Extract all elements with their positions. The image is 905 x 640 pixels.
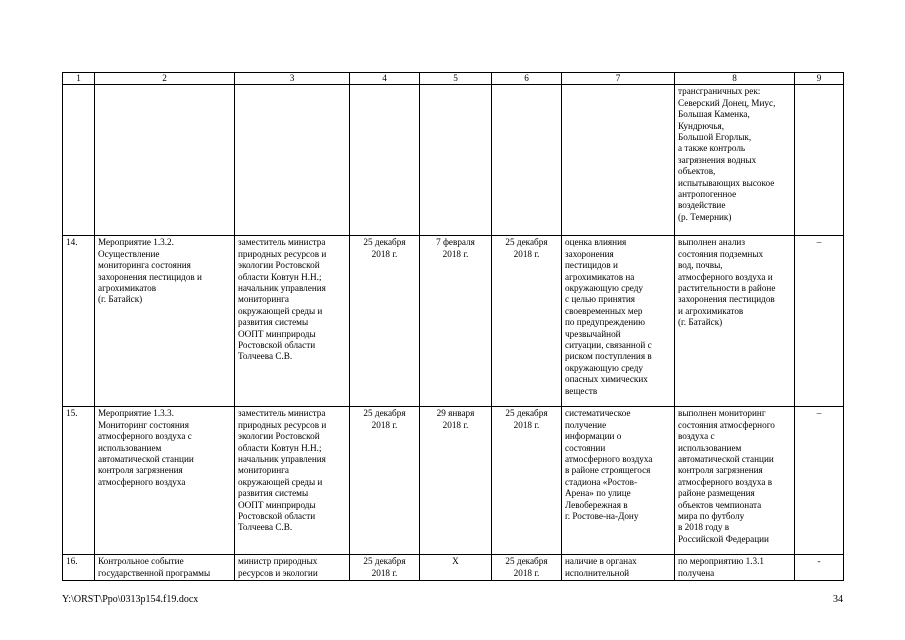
actual-start-date bbox=[420, 85, 492, 236]
column-header: 4 bbox=[350, 73, 420, 85]
table-row bbox=[63, 555, 844, 581]
page-number: 34 bbox=[833, 594, 843, 605]
actual-end-date: 25 декабря 2018 г. bbox=[492, 407, 562, 555]
activity-name: Мероприятие 1.3.2. Осуществление мониторинга состояния захоронения пестицидов и агрохимикатов (г. Батайск) bbox=[95, 236, 235, 407]
responsible-person: министр природных ресурсов и экологии bbox=[235, 555, 350, 581]
row-number bbox=[63, 85, 95, 236]
planned-date: 25 декабря 2018 г. bbox=[350, 236, 420, 407]
deviation-reason bbox=[795, 85, 844, 236]
planned-date: 25 декабря 2018 г. bbox=[350, 555, 420, 581]
activity-name: Мероприятие 1.3.3. Мониторинг состояния атмосферного воздуха с использованием автоматической станции контроля загрязнения атмосферного воздуха bbox=[95, 407, 235, 555]
actual-end-date: 25 декабря 2018 г. bbox=[492, 236, 562, 407]
row-number: 14. bbox=[63, 236, 95, 407]
planned-result: оценка влияния захоронения пестицидов и агрохимикатов на окружающую среду с целью принятия своевременных мер по предупреждению чрезвычайной ситуации, связанной с риском поступления в окружающую среду опасных химических веществ bbox=[562, 236, 675, 407]
column-header: 3 bbox=[235, 73, 350, 85]
planned-result: систематическое получение информации о состоянии атмосферного воздуха в районе строящегося стадиона «Ростов- Арена» по улице Левобережная в г. Ростове-на-Дону bbox=[562, 407, 675, 555]
table-row bbox=[63, 85, 844, 236]
file-path: Y:\ORST\Ppo\0313p154.f19.docx bbox=[62, 594, 199, 605]
actual-start-date: 29 января 2018 г. bbox=[420, 407, 492, 555]
activity-name bbox=[95, 85, 235, 236]
actual-end-date: 25 декабря 2018 г. bbox=[492, 555, 562, 581]
column-header: 7 bbox=[562, 73, 675, 85]
table-row bbox=[63, 236, 844, 407]
responsible-person: заместитель министра природных ресурсов и экологии Ростовской области Ковтун Н.Н.; начальник управления мониторинга окружающей среды и развития системы ООПТ минприроды Ростовской области Толчеева С.В. bbox=[235, 407, 350, 555]
table-row bbox=[63, 407, 844, 555]
row-number: 15. bbox=[63, 407, 95, 555]
column-header: 8 bbox=[675, 73, 795, 85]
actual-result: трансграничных рек: Северский Донец, Миус, Большая Каменка, Кундрючья, Большой Егорлык, а также контроль загрязнения водных объектов, испытывающих высокое антропогенное воздействие (р. Темерник) bbox=[675, 85, 795, 236]
responsible-person bbox=[235, 85, 350, 236]
planned-date: 25 декабря 2018 г. bbox=[350, 407, 420, 555]
column-header: 1 bbox=[63, 73, 95, 85]
planned-result bbox=[562, 85, 675, 236]
planned-date bbox=[350, 85, 420, 236]
actual-start-date: 7 февраля 2018 г. bbox=[420, 236, 492, 407]
row-number: 16. bbox=[63, 555, 95, 581]
actual-result: выполнен анализ состояния подземных вод, почвы, атмосферного воздуха и растительности в районе захоронения пестицидов и агрохимикатов (г. Батайск) bbox=[675, 236, 795, 407]
report-table bbox=[62, 72, 844, 581]
actual-result: выполнен мониторинг состояния атмосферного воздуха с использованием автоматической станции контроля загрязнения атмосферного воздуха в районе размещения объектов чемпионата мира по футболу в 2018 году в Российской Федерации bbox=[675, 407, 795, 555]
header-row bbox=[63, 73, 844, 85]
actual-start-date: Х bbox=[420, 555, 492, 581]
planned-result: наличие в органах исполнительной bbox=[562, 555, 675, 581]
column-header: 2 bbox=[95, 73, 235, 85]
actual-result: по мероприятию 1.3.1 получена bbox=[675, 555, 795, 581]
responsible-person: заместитель министра природных ресурсов и экологии Ростовской области Ковтун Н.Н.; начальник управления мониторинга окружающей среды и развития системы ООПТ минприроды Ростовской области Толчеева С.В. bbox=[235, 236, 350, 407]
deviation-reason: - bbox=[795, 555, 844, 581]
column-header: 9 bbox=[795, 73, 844, 85]
column-header: 6 bbox=[492, 73, 562, 85]
activity-name: Контрольное событие государственной программы bbox=[95, 555, 235, 581]
column-header: 5 bbox=[420, 73, 492, 85]
actual-end-date bbox=[492, 85, 562, 236]
deviation-reason: – bbox=[795, 407, 844, 555]
deviation-reason: – bbox=[795, 236, 844, 407]
